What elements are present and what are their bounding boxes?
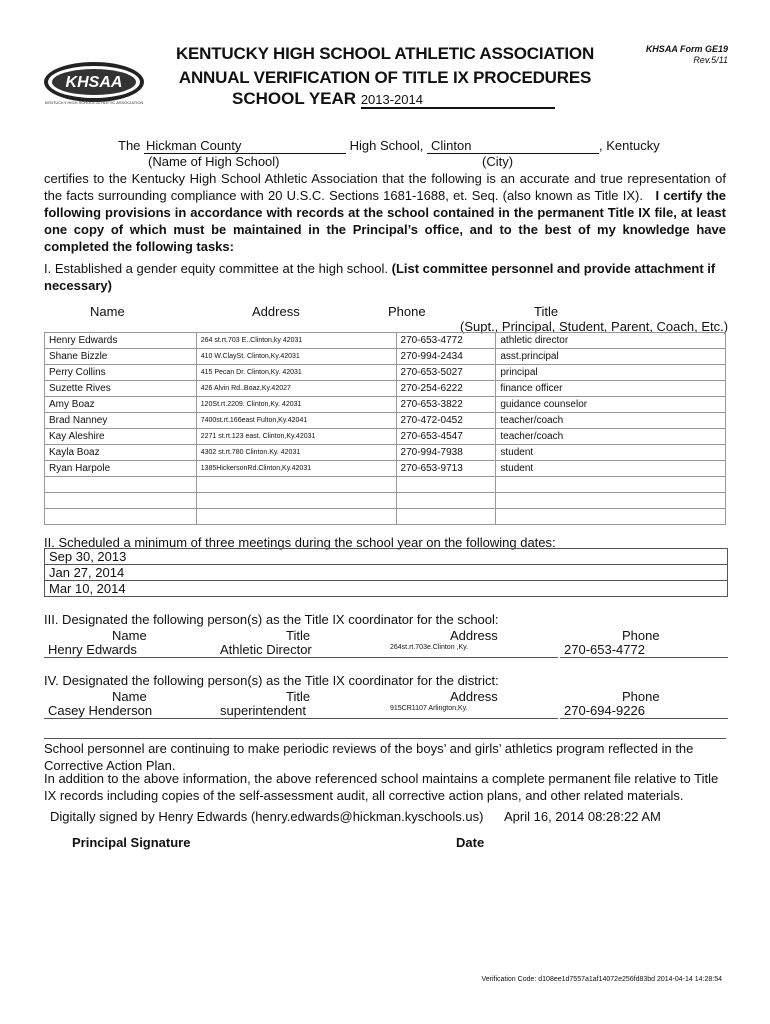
meeting-date-3[interactable]: Mar 10, 2014 (49, 581, 126, 596)
school-coord-phone[interactable]: 270-653-4772 (560, 642, 728, 658)
revision-text: Rev.5/11 (693, 55, 728, 65)
committee-name[interactable] (45, 493, 197, 509)
khsaa-logo (42, 60, 150, 106)
committee-title[interactable] (496, 509, 726, 525)
committee-phone[interactable]: 270-472-0452 (396, 413, 496, 429)
committee-phone[interactable]: 270-994-7938 (396, 445, 496, 461)
school-coord-col-address: Address (450, 628, 498, 643)
committee-title[interactable]: asst.principal (496, 349, 726, 365)
committee-address[interactable]: 410 W.ClaySt. Clinton,Ky.42031 (196, 349, 396, 365)
committee-address[interactable]: 120St.rt.2209. Clinton,Ky. 42031 (196, 397, 396, 413)
school-caption: (Name of High School) (148, 154, 280, 169)
district-coord-title[interactable]: superintendent (216, 703, 388, 719)
school-year-row (232, 89, 555, 109)
committee-name[interactable]: Henry Edwards (45, 333, 197, 349)
file-text: In addition to the above information, the above referenced school maintains a complete permanent file relative to Title IX records including copies of the self-assessment audit, all corrective action plans, and other related materials. (44, 771, 719, 803)
committee-phone[interactable] (396, 493, 496, 509)
committee-row (45, 381, 726, 397)
section-1-heading (44, 260, 726, 294)
signature-date: April 16, 2014 08:28:22 AM (504, 809, 661, 824)
committee-name[interactable]: Shane Bizzle (45, 349, 197, 365)
school-coord-address[interactable]: 264st.rt.703e.Clinton ,Ky. (388, 644, 558, 658)
school-coord-col-phone: Phone (622, 628, 660, 643)
high-school-label: High School, (349, 138, 424, 153)
section-1-heading-plain: I. Established a gender equity committee at the high school. (44, 261, 388, 276)
committee-name[interactable]: Perry Collins (45, 365, 197, 381)
committee-title[interactable] (496, 493, 726, 509)
section-4-heading: IV. Designated the following person(s) as the Title IX coordinator for the district: (44, 673, 499, 688)
committee-title[interactable]: student (496, 445, 726, 461)
committee-row (45, 429, 726, 445)
committee-title[interactable]: finance officer (496, 381, 726, 397)
committee-address[interactable]: 4302 st.rt.780 Clinton.Ky. 42031 (196, 445, 396, 461)
committee-title[interactable]: principal (496, 365, 726, 381)
committee-row (45, 509, 726, 525)
title-line-1: KENTUCKY HIGH SCHOOL ATHLETIC ASSOCIATION (175, 44, 595, 63)
district-coord-col-address: Address (450, 689, 498, 704)
committee-table (44, 332, 726, 525)
committee-address[interactable] (196, 477, 396, 493)
form-number (646, 44, 728, 66)
committee-phone[interactable]: 270-653-9713 (396, 461, 496, 477)
title-line-2: ANNUAL VERIFICATION OF TITLE IX PROCEDURES (178, 68, 592, 87)
committee-address[interactable] (196, 509, 396, 525)
committee-title[interactable] (496, 477, 726, 493)
committee-row (45, 461, 726, 477)
committee-name[interactable] (45, 509, 197, 525)
committee-phone[interactable]: 270-254-6222 (396, 381, 496, 397)
logo-subtext: KENTUCKY HIGH SCHOOL ATHLETIC ASSOCIATION (44, 100, 144, 105)
committee-phone[interactable]: 270-653-3822 (396, 397, 496, 413)
committee-row (45, 477, 726, 493)
verification-code: Verification Code: d108ee1d7557a1af14072e256fd83bd 2014-04-14 14:28:54 (481, 976, 722, 983)
committee-phone[interactable] (396, 509, 496, 525)
certification-paragraph (44, 170, 726, 255)
committee-address[interactable]: 1385HickersonRd.Clinton,Ky.42031 (196, 461, 396, 477)
district-coord-address[interactable]: 915CR1107 Arlington,Ky. (388, 705, 558, 719)
form-number-text: KHSAA Form GE19 (645, 44, 728, 54)
committee-name[interactable]: Brad Nanney (45, 413, 197, 429)
committee-row (45, 333, 726, 349)
committee-col-phone: Phone (388, 304, 426, 319)
committee-phone[interactable]: 270-653-4772 (396, 333, 496, 349)
committee-col-name: Name (90, 304, 125, 319)
committee-address[interactable] (196, 493, 396, 509)
school-name-field[interactable]: Hickman County (144, 138, 346, 154)
committee-name[interactable] (45, 477, 197, 493)
district-coord-col-name: Name (112, 689, 147, 704)
committee-title[interactable]: teacher/coach (496, 413, 726, 429)
school-coord-title[interactable]: Athletic Director (216, 642, 388, 658)
committee-col-title: Title (534, 304, 559, 319)
closing-divider (44, 738, 726, 739)
committee-row (45, 493, 726, 509)
meeting-date-2[interactable]: Jan 27, 2014 (45, 565, 727, 581)
school-coord-name[interactable]: Henry Edwards (44, 642, 218, 658)
section-1-heading-bold: (List committee personnel and provide attachment if necessary) (44, 261, 716, 293)
logo-text: KHSAA (65, 74, 123, 91)
committee-row (45, 445, 726, 461)
committee-row (45, 413, 726, 429)
committee-address[interactable]: 264 st.rt.703 E..Clinton,ky 42031 (196, 333, 396, 349)
committee-phone[interactable]: 270-653-5027 (396, 365, 496, 381)
school-coord-col-title: Title (286, 628, 311, 643)
school-year-label: SCHOOL YEAR (232, 89, 357, 108)
committee-name[interactable]: Amy Boaz (45, 397, 197, 413)
city-caption: (City) (482, 154, 514, 169)
principal-signature-label: Principal Signature (72, 835, 191, 850)
meeting-date-1[interactable]: Sep 30, 2013 (45, 549, 727, 565)
certification-plain: certifies to the Kentucky High School Athletic Association that the following is an accurate and true representation of the facts surrounding compliance with 20 U.S.C. Sections 1681-1688, et. Seq. (also known as Title IX). (44, 171, 726, 203)
school-line (118, 138, 660, 154)
district-coord-phone[interactable]: 270-694-9226 (560, 703, 728, 719)
meeting-dates-box (44, 548, 728, 597)
the-label: The (118, 138, 141, 153)
section-3-heading: III. Designated the following person(s) as the Title IX coordinator for the school: (44, 612, 499, 627)
committee-row (45, 349, 726, 365)
committee-title[interactable]: student (496, 461, 726, 477)
committee-title[interactable]: guidance counselor (496, 397, 726, 413)
date-label: Date (456, 835, 485, 850)
committee-address[interactable]: 415 Pecan Dr. Clinton,Ky. 42031 (196, 365, 396, 381)
committee-name[interactable]: Suzette Rives (45, 381, 197, 397)
state-suffix: , Kentucky (599, 138, 660, 153)
committee-row (45, 397, 726, 413)
committee-col-address: Address (252, 304, 300, 319)
committee-name[interactable]: Kayla Boaz (45, 445, 197, 461)
committee-name[interactable]: Ryan Harpole (45, 461, 197, 477)
district-coord-col-phone: Phone (622, 689, 660, 704)
section-2-heading: II. Scheduled a minimum of three meetings during the school year on the following dates: (44, 535, 556, 550)
district-coord-name[interactable]: Casey Henderson (44, 703, 218, 719)
committee-title[interactable]: athletic director (496, 333, 726, 349)
committee-name[interactable]: Kay Aleshire (45, 429, 197, 445)
committee-phone[interactable]: 270-994-2434 (396, 349, 496, 365)
certification-bold: I certify the following provisions in accordance with records at the school contained in the permanent Title IX file, at least one copy of which must be maintained in the Principal’s office, and to the best of my knowledge have completed the following tasks: (44, 188, 726, 254)
review-text: School personnel are continuing to make periodic reviews of the boys’ and girls’ athletics program reflected in the Corrective Action Plan. (44, 741, 694, 773)
school-coord-col-name: Name (112, 628, 147, 643)
committee-col-title-sub: (Supt., Principal, Student, Parent, Coach, Etc.) (460, 319, 729, 334)
committee-address[interactable]: 7400st.rt.166east Fulton,Ky.42041 (196, 413, 396, 429)
district-coord-col-title: Title (286, 689, 311, 704)
committee-phone[interactable] (396, 477, 496, 493)
school-year-field[interactable]: 2013-2014 (361, 92, 555, 109)
committee-address[interactable]: 426 Alvin Rd..Boaz,Ky.42027 (196, 381, 396, 397)
committee-address[interactable]: 2271 st.rt.123 east. Clinton,Ky.42031 (196, 429, 396, 445)
committee-title[interactable]: teacher/coach (496, 429, 726, 445)
committee-row (45, 365, 726, 381)
city-field[interactable]: Clinton (427, 138, 599, 154)
digital-signature: Digitally signed by Henry Edwards (henry.edwards@hickman.kyschools.us) (50, 809, 484, 824)
committee-phone[interactable]: 270-653-4547 (396, 429, 496, 445)
